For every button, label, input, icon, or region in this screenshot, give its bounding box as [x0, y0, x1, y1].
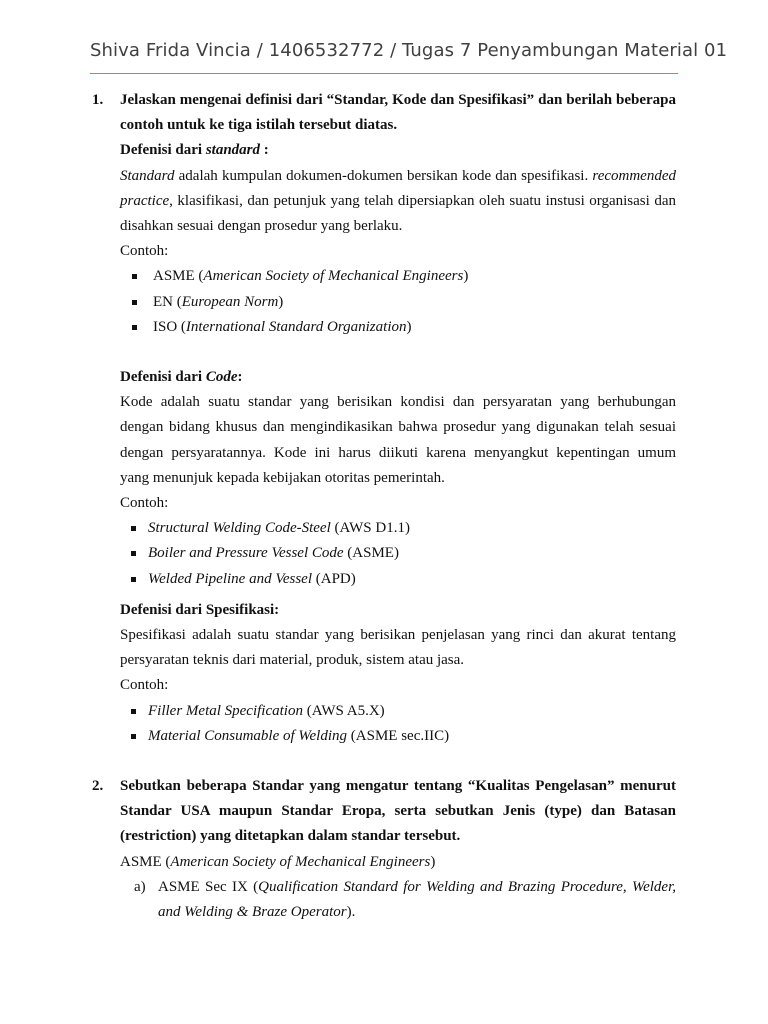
example-list — [120, 264, 676, 340]
example-list — [120, 699, 676, 749]
section-paragraph: Standard adalah kumpulan dokumen-dokumen bersikan kode dan spesifikasi. recommended practice, klasifikasi, dan petunjuk yang telah dipersiapkan oleh suatu instusi organisasi dan disahkan sesuai dengan prosedur yang berlaku. — [120, 167, 676, 235]
section-heading: Defenisi dari Code: — [120, 369, 243, 386]
list-item: Material Consumable of Welding (ASME sec.IIC) — [120, 724, 676, 749]
alpha-list — [92, 875, 676, 925]
document-body — [92, 88, 676, 925]
question-number: 2. — [92, 778, 104, 795]
question-2 — [92, 774, 676, 925]
spacer — [92, 340, 676, 365]
section-heading: Defenisi dari Spesifikasi: — [120, 601, 280, 618]
contoh-label: Contoh: — [120, 677, 169, 694]
contoh-label: Contoh: — [120, 243, 169, 260]
list-item: ASME (American Society of Mechanical Engineers) — [120, 264, 676, 289]
list-item: Boiler and Pressure Vessel Code (ASME) — [120, 541, 676, 566]
list-item: Welded Pipeline and Vessel (APD) — [120, 567, 676, 592]
header-rule — [90, 73, 678, 74]
list-item: a) ASME Sec IX (Qualification Standard for Welding and Brazing Procedure, Welder, and Welding & Braze Operator). — [134, 878, 677, 921]
asme-line: ASME (American Society of Mechanical Engineers) — [120, 853, 436, 870]
list-item: Structural Welding Code-Steel (AWS D1.1) — [120, 516, 676, 541]
section-standard — [120, 138, 676, 340]
contoh-label: Contoh: — [120, 495, 169, 512]
section-paragraph: Spesifikasi adalah suatu standar yang berisikan penjelasan yang rinci dan akurat tentang persyaratan teknis dari material, produk, sistem atau jasa. — [120, 627, 676, 669]
example-list — [120, 516, 676, 592]
list-item: EN (European Norm) — [120, 290, 676, 315]
question-text: Sebutkan beberapa Standar yang mengatur tentang “Kualitas Pengelasan” menurut Standar USA maupun Standar Eropa, serta sebutkan Jenis (type) dan Batasan (restriction) yang ditetapkan dalam standar tersebut. — [120, 778, 676, 845]
list-item: Filler Metal Specification (AWS A5.X) — [120, 699, 676, 724]
spacer — [92, 749, 676, 774]
section-paragraph: Kode adalah suatu standar yang berisikan kondisi dan persyaratan yang berhubungan dengan bidang khusus dan mengindikasikan bahwa prosedur yang digunakan telah sesuai dengan persyaratannya. Kode ini harus diikuti karena menyangkut kepentingan umum yang menunjuk kepada kebijakan otoritas pemerintah. — [120, 394, 676, 486]
list-item: ISO (International Standard Organization) — [120, 315, 676, 340]
section-code — [120, 365, 676, 592]
section-spec — [120, 598, 676, 749]
section-heading: Defenisi dari standard : — [120, 142, 269, 159]
question-number: 1. — [92, 92, 104, 108]
page-header: Shiva Frida Vincia / 1406532772 / Tugas 7 Penyambungan Material 01 — [90, 40, 728, 61]
question-text: Jelaskan mengenai definisi dari “Standar, Kode dan Spesifikasi” dan berilah beberapa contoh untuk ke tiga istilah tersebut diatas. — [120, 92, 676, 134]
question-1 — [92, 88, 676, 749]
